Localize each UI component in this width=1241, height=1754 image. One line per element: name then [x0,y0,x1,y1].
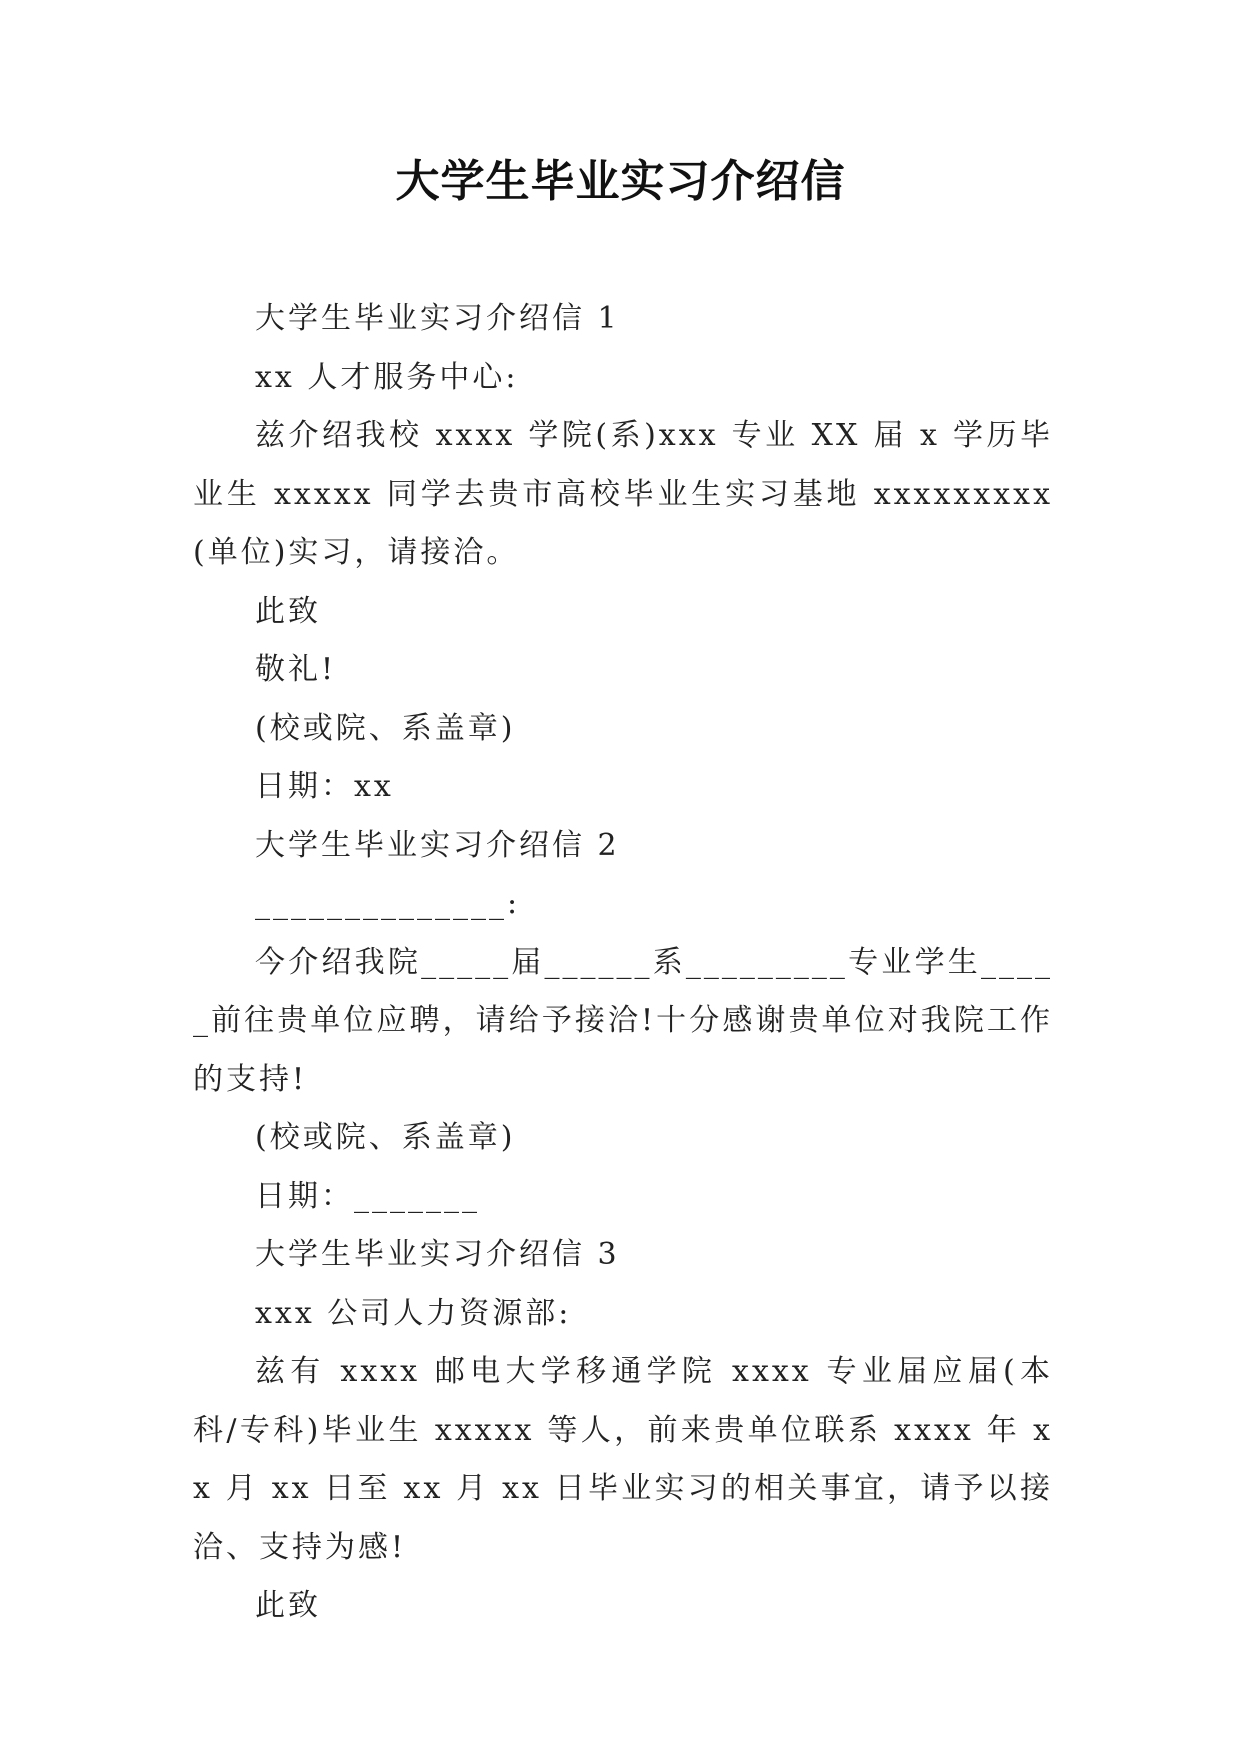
letter-2-date: 日期：_______ [255,1178,480,1214]
letter-1-body: 兹介绍我校 xxxx 学院(系)xxx 专业 XX 届 x 学历毕业生 xxxxx 同学去贵市高校毕业生实习基地 xxxxxxxxx(单位)实习，请接洽。 [193,418,1053,570]
letter-3-recipient: xxx 公司人力资源部: [255,1295,572,1331]
letter-3-heading: 大学生毕业实习介绍信 3 [255,1237,620,1272]
letter-1-closing: 此致 [255,593,321,629]
letter-1-date: 日期：xx [255,769,394,804]
letter-2-recipient: ______________: [255,886,521,921]
letter-1-heading: 大学生毕业实习介绍信 1 [255,301,620,336]
document-body [193,290,1053,1636]
letter-2-heading: 大学生毕业实习介绍信 2 [255,827,620,863]
document-title: 大学生毕业实习介绍信 [395,156,846,207]
letter-1-salutation: 敬礼! [255,652,337,687]
letter-1-seal-note: (校或院、系盖章) [255,710,516,746]
letter-2-seal-note: (校或院、系盖章) [255,1120,516,1155]
letter-2-body: 今介绍我院_____届______系_________专业学生_____前往贵单位应聘，请给予接洽!十分感谢贵单位对我院工作的支持! [193,944,1053,1097]
letter-3-body: 兹有 xxxx 邮电大学移通学院 xxxx 专业届应届(本科/专科)毕业生 xxxxx 等人，前来贵单位联系 xxxx 年 xx 月 xx 日至 xx 月 xx 日毕业实习的相关事宜，请予以接洽、支持为感! [193,1354,1053,1565]
letter-1-recipient: xx 人才服务中心: [255,359,519,395]
letter-3-closing: 此致 [255,1588,321,1623]
